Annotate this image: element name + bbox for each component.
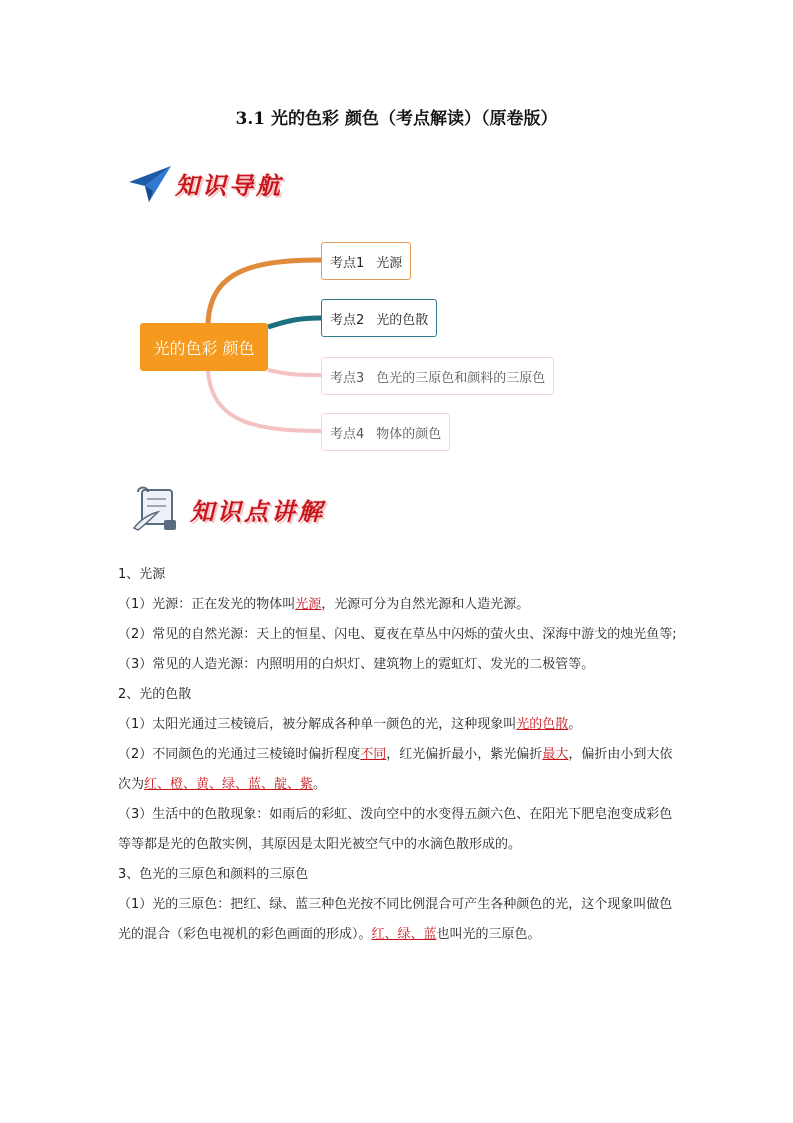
branch-number: 考点2: [330, 312, 365, 328]
keyword: 不同: [360, 747, 387, 762]
keyword: 红、橙、黄、绿、蓝、靛、紫: [144, 777, 314, 792]
section-heading: 3、色光的三原色和颜料的三原色: [118, 867, 309, 882]
keyword: 光的色散: [516, 717, 569, 732]
mind-map-center: 光的色彩 颜色: [140, 323, 268, 371]
scroll-quill-icon: [128, 484, 184, 534]
branch-label: 物体的颜色: [376, 426, 442, 442]
paragraph: （3）常见的人造光源：内照明用的白炽灯、建筑物上的霓虹灯、发光的二极管等。: [118, 657, 595, 672]
branch-number: 考点4: [330, 426, 365, 442]
paragraph: （2）常见的自然光源：天上的恒星、闪电、夏夜在草丛中闪烁的萤火虫、深海中游戈的烛光鱼等;: [118, 627, 677, 642]
section-heading: 1、光源: [118, 567, 166, 582]
branch-node-3: [321, 357, 554, 395]
paragraph: （2）不同颜色的光通过三棱镜时偏折程度不同，红光偏折最小，紫光偏折最大，偏折由小到大依次为红、橙、黄、绿、蓝、靛、紫。: [118, 747, 673, 792]
knowledge-nav-title: 知识导航: [175, 171, 283, 200]
knowledge-points-title: 知识点讲解: [190, 497, 325, 526]
keyword: 光源: [295, 597, 322, 612]
branch-label: 光的色散: [376, 312, 429, 328]
knowledge-nav-header: [125, 160, 385, 210]
keyword: 红、绿、蓝: [371, 927, 437, 942]
branch-node-1: [321, 242, 411, 280]
connector-3: [268, 370, 321, 375]
content-body: [118, 560, 678, 950]
paragraph: （1）太阳光通过三棱镜后，被分解成各种单一颜色的光，这种现象叫光的色散。: [118, 717, 582, 732]
paper-plane-icon: [127, 164, 173, 204]
connector-4: [208, 371, 321, 431]
mind-map: [130, 232, 590, 452]
branch-label: 光源: [376, 255, 403, 271]
paragraph: （1）光的三原色：把红、绿、蓝三种色光按不同比例混合可产生各种颜色的光，这个现象叫做色光的混合（彩色电视机的彩色画面的形成）。红、绿、蓝也叫光的三原色。: [118, 897, 673, 942]
branch-node-4: [321, 413, 450, 451]
branch-label: 色光的三原色和颜料的三原色: [376, 370, 546, 386]
branch-number: 考点1: [330, 255, 365, 271]
paragraph: （3）生活中的色散现象：如雨后的彩虹、泼向空中的水变得五颜六色、在阳光下肥皂泡变成彩色等等都是光的色散实例，其原因是太阳光被空气中的水滴色散形成的。: [118, 807, 673, 852]
connector-2: [268, 318, 321, 327]
keyword: 最大: [542, 747, 569, 762]
connector-1: [208, 260, 321, 324]
document-title: 3.1 光的色彩 颜色（考点解读）（原卷版）: [235, 109, 558, 129]
branch-number: 考点3: [330, 370, 365, 386]
knowledge-points-header: [128, 484, 408, 534]
branch-node-2: [321, 299, 437, 337]
paragraph: （1）光源：正在发光的物体叫光源，光源可分为自然光源和人造光源。: [118, 597, 530, 612]
section-heading: 2、光的色散: [118, 687, 192, 702]
